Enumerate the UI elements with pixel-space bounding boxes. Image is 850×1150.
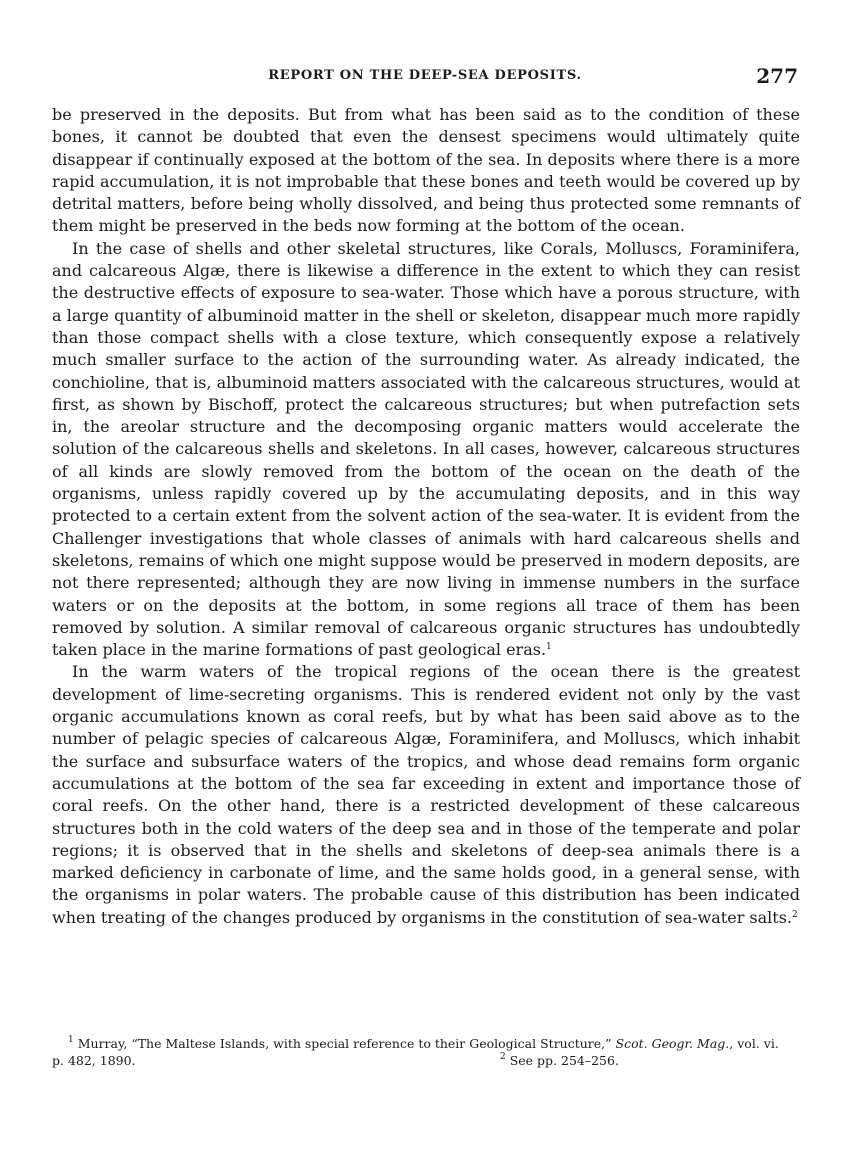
running-title: REPORT ON THE DEEP-SEA DEPOSITS. [268, 68, 582, 83]
paragraph-continued: be preserved in the deposits. But from what has been said as to the condition of these bones, it cannot be doubted that even the densest specimens would ultimately quite disappear if continually exposed at the bottom of the sea. In deposits where there is a more rapid accumulation, it is not improbable that these bones and teeth would be covered up by detrital matters, before being wholly dissolved, and being thus protected some remnants of them might be preserved in the beds now forming at the bottom of the ocean. [52, 105, 800, 236]
footnote-2-text: See pp. 254–256. [509, 1053, 619, 1068]
footnote-1-continuation: p. 482, 1890. [52, 1053, 136, 1068]
footnote-1-journal: Scot. Geogr. Mag. [615, 1036, 730, 1051]
paragraph-tropical [52, 661, 800, 929]
footnote-ref-2: 2 [792, 909, 798, 920]
footnote-2 [500, 1052, 619, 1069]
footnote-1-text: Murray, “The Maltese Islands, with special reference to their Geological Structure,” [77, 1036, 612, 1051]
footnote-line-2 [52, 1052, 800, 1069]
footnote-1-mark: 1 [68, 1035, 74, 1045]
running-head [50, 64, 800, 90]
body-text [52, 104, 800, 929]
paragraph-tropical-text: In the warm waters of the tropical regions of the ocean there is the greatest development of lime-secreting organisms. This is rendered evident not only by the vast organic accumulations known as coral reefs, but by what has been said above as to the number of pelagic species of calcareous Algæ, Foraminifera, and Molluscs, which inhabit the surface and subsurface waters of the tropics, and whose dead remains form organic accumulations at the bottom of the sea far exceeding in extent and importance those of coral reefs. On the other hand, there is a restricted development of these calcareous structures both in the cold waters of the deep sea and in those of the temperate and polar regions; it is observed that in the shells and skeletons of deep-sea animals there is a marked deficiency in carbonate of lime, and the same holds good, in a general sense, with the organisms in polar waters. The probable cause of this distribution has been indicated when treating of the changes produced by organisms in the constitution of sea-water salts. [52, 662, 800, 927]
footnote-1 [52, 1035, 800, 1052]
footnote-ref-1: 1 [546, 642, 552, 653]
footnote-1-volume: , vol. vi. [729, 1036, 779, 1051]
paragraph-shells [52, 238, 800, 662]
page-number: 277 [756, 64, 798, 88]
footnotes [52, 1035, 800, 1069]
footnote-2-mark: 2 [500, 1052, 506, 1062]
paragraph-shells-text: In the case of shells and other skeletal structures, like Corals, Molluscs, Foraminifera, and calcareous Algæ, there is likewise a difference in the extent to which they can resist the destructive effects of exposure to sea-water. Those which have a porous structure, with a large quantity of albuminoid matter in the shell or skeleton, disappear much more rapidly than those compact shells with a close texture, which consequently expose a relatively much smaller surface to the action of the surrounding water. As already indicated, the conchioline, that is, albuminoid matters associated with the calcareous structures, would at first, as shown by Bischoff, protect the calcareous structures; but when putrefaction sets in, the areolar structure and the decomposing organic matters would accelerate the solution of the calcareous shells and skeletons. In all cases, however, calcareous structures of all kinds are slowly removed from the bottom of the ocean on the death of the organisms, unless rapidly covered up by the accumulating deposits, and in this way protected to a certain extent from the solvent action of the sea-water. It is evident from the Challenger investigations that whole classes of animals with hard calcareous shells and skeletons, remains of which one might suppose would be preserved in modern deposits, are not there represented; although they are now living in immense numbers in the surface waters or on the deposits at the bottom, in some regions all trace of them has been removed by solution. A similar removal of calcareous organic structures has undoubtedly taken place in the marine formations of past geological eras. [52, 238, 800, 660]
